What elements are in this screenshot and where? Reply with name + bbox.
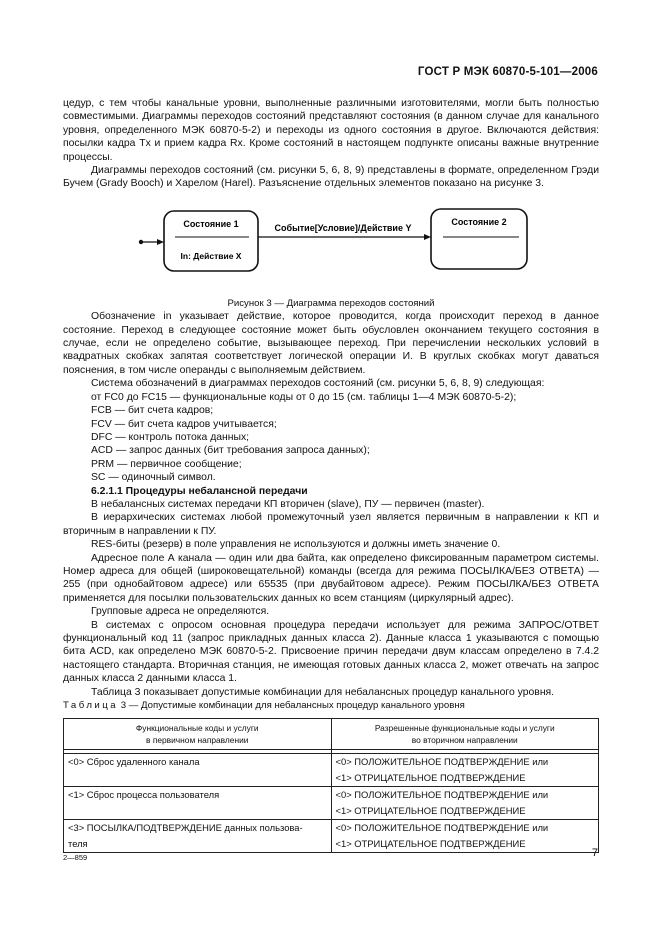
body-text [63,97,599,853]
table-cell: <0> ПОЛОЖИТЕЛЬНОЕ ПОДТВЕРЖДЕНИЕ или [331,787,599,804]
page-number: 7 [591,847,598,859]
state-1-title: Состояние 1 [183,218,239,229]
table-title-label: Таблица [63,700,119,712]
table-cell: <0> Сброс удаленного канала [64,754,332,771]
table-row [64,787,599,804]
document-header: ГОСТ Р МЭК 60870-5-101—2006 [417,66,598,78]
transition-label: Событие[Условие]/Действие Y [274,222,412,233]
arrow-head [157,239,164,245]
list-item: DFC — контроль потока данных; [91,431,250,443]
list-item: FCV — бит счета кадров учитывается; [91,418,277,430]
paragraph: Диаграммы переходов состояний (см. рисунки 5, 6, 8, 9) представлены в формате, определенном Грэди Бучем (Grady Booch) и Харелом (Harel). Разъяснение отдельных элементов показано на рисунке 3. [63,165,599,190]
table-row [64,770,599,787]
table-cell: теля [64,836,332,853]
table-cell: <3> ПОСЫЛКА/ПОДТВЕРЖДЕНИЕ данных пользова- [64,820,332,837]
table-cell: <1> ОТРИЦАТЕЛЬНОЕ ПОДТВЕРЖДЕНИЕ [331,836,599,853]
table-cell: <0> ПОЛОЖИТЕЛЬНОЕ ПОДТВЕРЖДЕНИЕ или [331,754,599,771]
state-2-title: Состояние 2 [451,216,507,227]
state-transition-figure [63,197,599,297]
table-header-cell: Функциональные коды и услуги в первичном направлении [64,719,332,750]
paragraph: В иерархических системах любой промежуточный узел является первичным в направлении к КП и вторичным в направлении к ПУ. [63,512,599,537]
table-cell [64,770,332,787]
paragraph: Адресное поле А канала — один или два байта, как определено фиксированным параметром системы. Номер адреса для общей (широковещательной) команды (всегда для режима ПОСЫЛКА/БЕЗ ОТВЕТА) — 255 (при однобайтовом адресе) или 65535 (при двубайтовом адресе). Режим ПОСЫЛКА/БЕЗ ОТВЕТА применяется для посылки пользовательских данных ко всем станциям (циркулярный адрес). [63,552,599,604]
list-item: SC — одиночный символ. [91,472,216,484]
table-title-text: 3 — Допустимые комбинации для небалансных процедур канального уровня [120,700,465,712]
paragraph: Обозначение in указывает действие, которое проводится, когда происходит переход в данное состояние. Переход в следующее состояние может быть обусловлен окончанием текущего состояния в случае, если не определено событие, вызывающее переход. При перечислении нескольких условий в квадратных скобках запятая соответствует логической операции И. В круглых скобках могут даваться пояснения, в том числе операнды с выполняемым действием. [63,311,599,376]
list-item: PRM — первичное сообщение; [91,458,242,470]
paragraph: Система обозначений в диаграммах переходов состояний (см. рисунки 5, 6, 8, 9) следующая: [91,378,545,390]
table-cell: <1> ОТРИЦАТЕЛЬНОЕ ПОДТВЕРЖДЕНИЕ [331,803,599,820]
list-item: от FC0 до FC15 — функциональные коды от 0 до 15 (см. таблицы 1—4 МЭК 60870-5-2); [91,391,517,403]
table-row [64,803,599,820]
combinations-table [63,718,599,853]
paragraph: В системах с опросом основная процедура передачи использует для режима ЗАПРОС/ОТВЕТ функциональный код 11 (запрос прикладных данных класса 2). Данные класса 1 указываются с помощью бита ACD, как определено МЭК 60870-5-2. Присвоение причин передачи двум классам определено в 7.4.2 настоящего стандарта. Вторичная станция, не имеющая готовых данных класса 2, может отвечать на запрос данных класса 2 данными класса 1. [63,619,599,685]
paragraph: Таблица 3 показывает допустимые комбинации для небалансных процедур канального уровня. [91,686,555,698]
table-row [64,820,599,837]
table-header-cell: Разрешенные функциональные коды и услуги во вторичном направлении [331,719,599,750]
paragraph: Групповые адреса не определяются. [91,606,270,618]
state-1-action: In: Действие X [180,250,242,261]
state-diagram [63,197,599,297]
table-row [64,836,599,853]
footer-print-code: 2—859 [63,853,88,862]
section-heading: 6.2.1.1 Процедуры небалансной передачи [91,485,308,497]
table-cell: <1> Сброс процесса пользователя [64,787,332,804]
table-title [63,699,599,712]
table-cell [64,803,332,820]
table-cell: <1> ОТРИЦАТЕЛЬНОЕ ПОДТВЕРЖДЕНИЕ [331,770,599,787]
table-row [64,754,599,771]
paragraph: цедур, с тем чтобы канальные уровни, выполненные различными изготовителями, могли быть полностью совместимыми. Диаграммы переходов состояний представляют состояния (в данном случае для канального уровня, определенного МЭК 60870-5-2) и переходы из одного состояния в другое. Включаются действия: посылки кадра Tx и прием кадра Rx. Кроме состояний в настоящем подпункте описаны важные внутренние процессы. [63,98,599,163]
list-item: ACD — запрос данных (бит требования запроса данных); [91,445,370,457]
figure-caption: Рисунок 3 — Диаграмма переходов состояний [227,297,435,309]
arrow-head [424,234,431,240]
paragraph: В небалансных системах передачи КП вторичен (slave), ПУ — первичен (master). [91,498,485,510]
table-cell: <0> ПОЛОЖИТЕЛЬНОЕ ПОДТВЕРЖДЕНИЕ или [331,820,599,837]
paragraph: RES-биты (резерв) в поле управления не используются и должны иметь значение 0. [91,539,501,551]
list-item: FCB — бит счета кадров; [91,405,214,417]
